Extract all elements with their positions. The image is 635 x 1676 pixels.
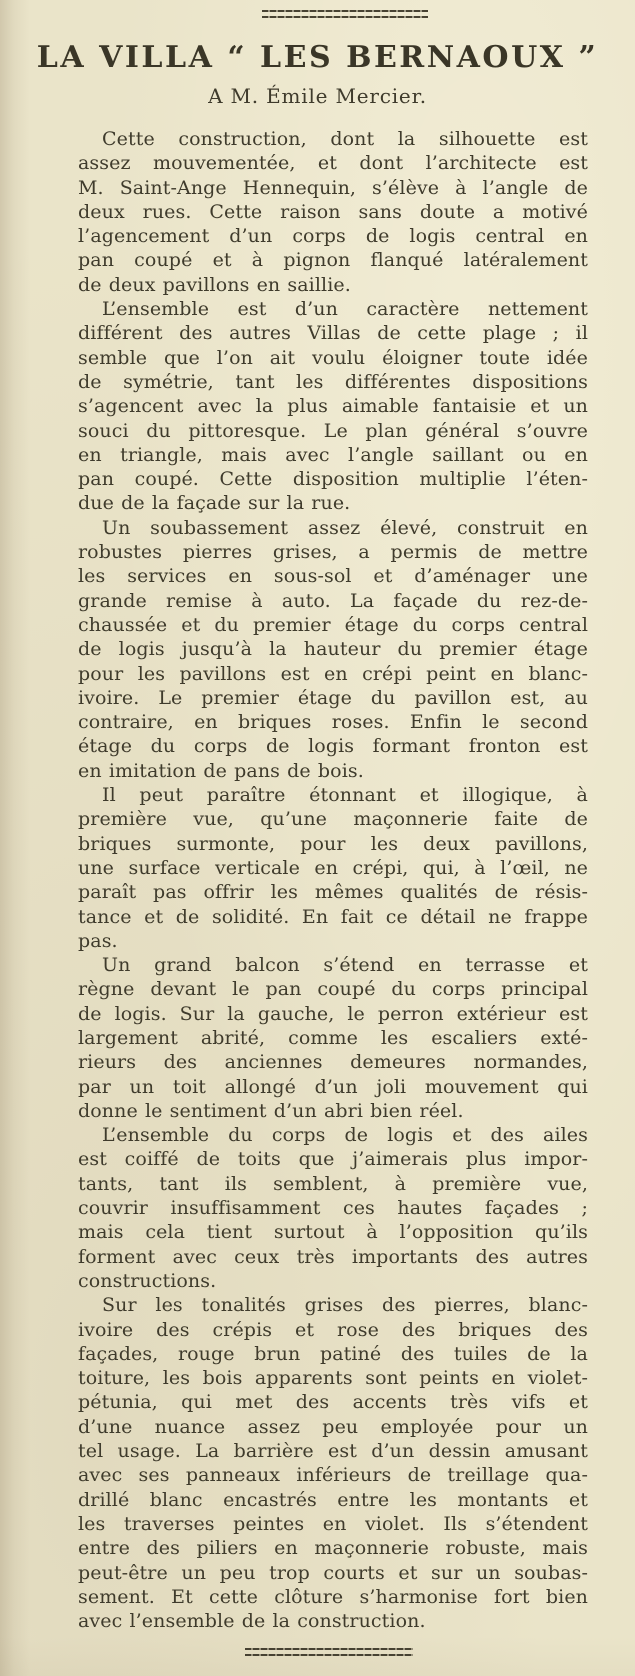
text-line: couvrir insuffisamment ces hautes façades ; bbox=[78, 1197, 588, 1220]
text-line: Un grand balcon s’étend en terrasse et bbox=[102, 954, 588, 977]
text-line: robustes pierres grises, a permis de mettre bbox=[78, 541, 588, 564]
text-line: due de la façade sur la rue. bbox=[78, 492, 351, 515]
text-line: largement abrité, comme les escaliers exté- bbox=[78, 1026, 588, 1049]
text-line: en imitation de pans de bois. bbox=[78, 759, 364, 782]
text-line: M. Saint-Ange Hennequin, s’élève à l’angle de bbox=[78, 176, 588, 199]
text-line: de deux pavillons en saillie. bbox=[78, 273, 351, 296]
text-line: sement. Et cette clôture s’harmonise fort bien bbox=[78, 1585, 588, 1608]
text-line: première vue, qu’une maçonnerie faite de bbox=[78, 808, 588, 831]
text-line: avec l’ensemble de la construction. bbox=[78, 1610, 426, 1633]
text-line: toiture, les bois apparents sont peints en violet- bbox=[78, 1367, 588, 1390]
text-line: d’une nuance assez peu employée pour un bbox=[78, 1415, 588, 1438]
text-line: règne devant le pan coupé du corps principal bbox=[78, 978, 588, 1001]
dedication-line: A M. Émile Mercier. bbox=[208, 84, 427, 108]
text-line: s’agencent avec la plus aimable fantaisie et un bbox=[78, 395, 588, 418]
text-line: en triangle, mais avec l’angle saillant ou en bbox=[78, 443, 588, 466]
text-line: avec ses panneaux inférieurs de treillage qua- bbox=[78, 1464, 588, 1487]
text-line: tel usage. La barrière est d’un dessin amusant bbox=[78, 1440, 588, 1463]
text-line: tants, tant ils semblent, à première vue, bbox=[78, 1172, 588, 1195]
text-line: est coiffé de toits que j’aimerais plus impor- bbox=[78, 1148, 588, 1171]
text-line: façades, rouge brun patiné des tuiles de la bbox=[78, 1342, 588, 1365]
text-line: les services en sous-sol et d’aménager une bbox=[78, 565, 588, 588]
text-line: étage du corps de logis formant fronton est bbox=[78, 735, 588, 758]
text-line: Sur les tonalités grises des pierres, blanc- bbox=[102, 1294, 588, 1317]
text-line: chaussée et du premier étage du corps central bbox=[78, 613, 588, 636]
text-line: pétunia, qui met des accents très vifs et bbox=[78, 1391, 588, 1414]
article-body bbox=[78, 127, 588, 1633]
text-line: deux rues. Cette raison sans doute a motivé bbox=[78, 200, 588, 223]
text-line: forment avec ceux très importants des autres bbox=[78, 1245, 588, 1268]
paragraph bbox=[78, 1293, 588, 1633]
text-line: drillé blanc encastrés entre les montants et bbox=[78, 1488, 588, 1511]
text-line: assez mouvementée, et dont l’architecte est bbox=[78, 152, 588, 175]
text-line: une surface verticale en crépi, qui, à l’œil, ne bbox=[78, 856, 588, 879]
paragraph bbox=[78, 953, 588, 1123]
bottom-divider-rule bbox=[245, 1648, 413, 1656]
text-line: L’ensemble est d’un caractère nettement bbox=[102, 298, 588, 321]
text-line: semble que l’on ait voulu éloigner toute idée bbox=[78, 346, 588, 369]
text-line: l’agencement d’un corps de logis central en bbox=[78, 225, 588, 248]
text-line: pour les pavillons est en crépi peint en blanc- bbox=[78, 662, 588, 685]
text-line: souci du pittoresque. Le plan général s’ouvre bbox=[78, 419, 588, 442]
top-divider-rule bbox=[262, 10, 428, 18]
text-line: rieurs des anciennes demeures normandes, bbox=[78, 1051, 588, 1074]
text-line: pan coupé et à pignon flanqué latéralement bbox=[78, 249, 588, 272]
text-line: ivoire des crépis et rose des briques des bbox=[78, 1318, 588, 1341]
text-line: de logis jusqu’à la hauteur du premier étage bbox=[78, 638, 588, 661]
text-line: tance et de solidité. En fait ce détail ne frappe bbox=[78, 905, 588, 928]
text-line: les traverses peintes en violet. Ils s’étendent bbox=[78, 1512, 588, 1535]
text-line: L’ensemble du corps de logis et des ailes bbox=[102, 1124, 588, 1147]
text-line: contraire, en briques roses. Enfin le second bbox=[78, 711, 588, 734]
paragraph bbox=[78, 516, 588, 783]
article-title: LA VILLA “ LES BERNAOUX ” bbox=[36, 40, 599, 75]
text-line: entre des piliers en maçonnerie robuste, mais bbox=[78, 1537, 588, 1560]
text-line: différent des autres Villas de cette plage ; il bbox=[78, 322, 588, 345]
text-line: Il peut paraître étonnant et illogique, à bbox=[102, 784, 588, 807]
text-line: Un soubassement assez élevé, construit en bbox=[102, 516, 588, 539]
paragraph bbox=[78, 127, 588, 297]
paragraph bbox=[78, 297, 588, 516]
text-line: de logis. Sur la gauche, le perron extérieur est bbox=[78, 1002, 588, 1025]
text-line: constructions. bbox=[78, 1269, 217, 1292]
text-line: par un toit allongé d’un joli mouvement qui bbox=[78, 1075, 588, 1098]
text-line: briques surmonte, pour les deux pavillons, bbox=[78, 832, 588, 855]
paragraph bbox=[78, 783, 588, 953]
paragraph bbox=[78, 1123, 588, 1293]
text-line: pan coupé. Cette disposition multiplie l’éten- bbox=[78, 468, 588, 491]
text-line: pas. bbox=[78, 929, 118, 952]
text-line: ivoire. Le premier étage du pavillon est, au bbox=[78, 686, 588, 709]
text-line: de symétrie, tant les différentes dispositions bbox=[78, 370, 588, 393]
text-line: grande remise à auto. La façade du rez-de- bbox=[78, 589, 588, 612]
text-line: donne le sentiment d’un abri bien réel. bbox=[78, 1099, 464, 1122]
text-line: paraît pas offrir les mêmes qualités de résis- bbox=[78, 881, 588, 904]
text-line: peut-être un peu trop courts et sur un soubas- bbox=[78, 1561, 588, 1584]
text-line: Cette construction, dont la silhouette est bbox=[102, 128, 588, 150]
text-line: mais cela tient surtout à l’opposition qu’ils bbox=[78, 1221, 588, 1244]
